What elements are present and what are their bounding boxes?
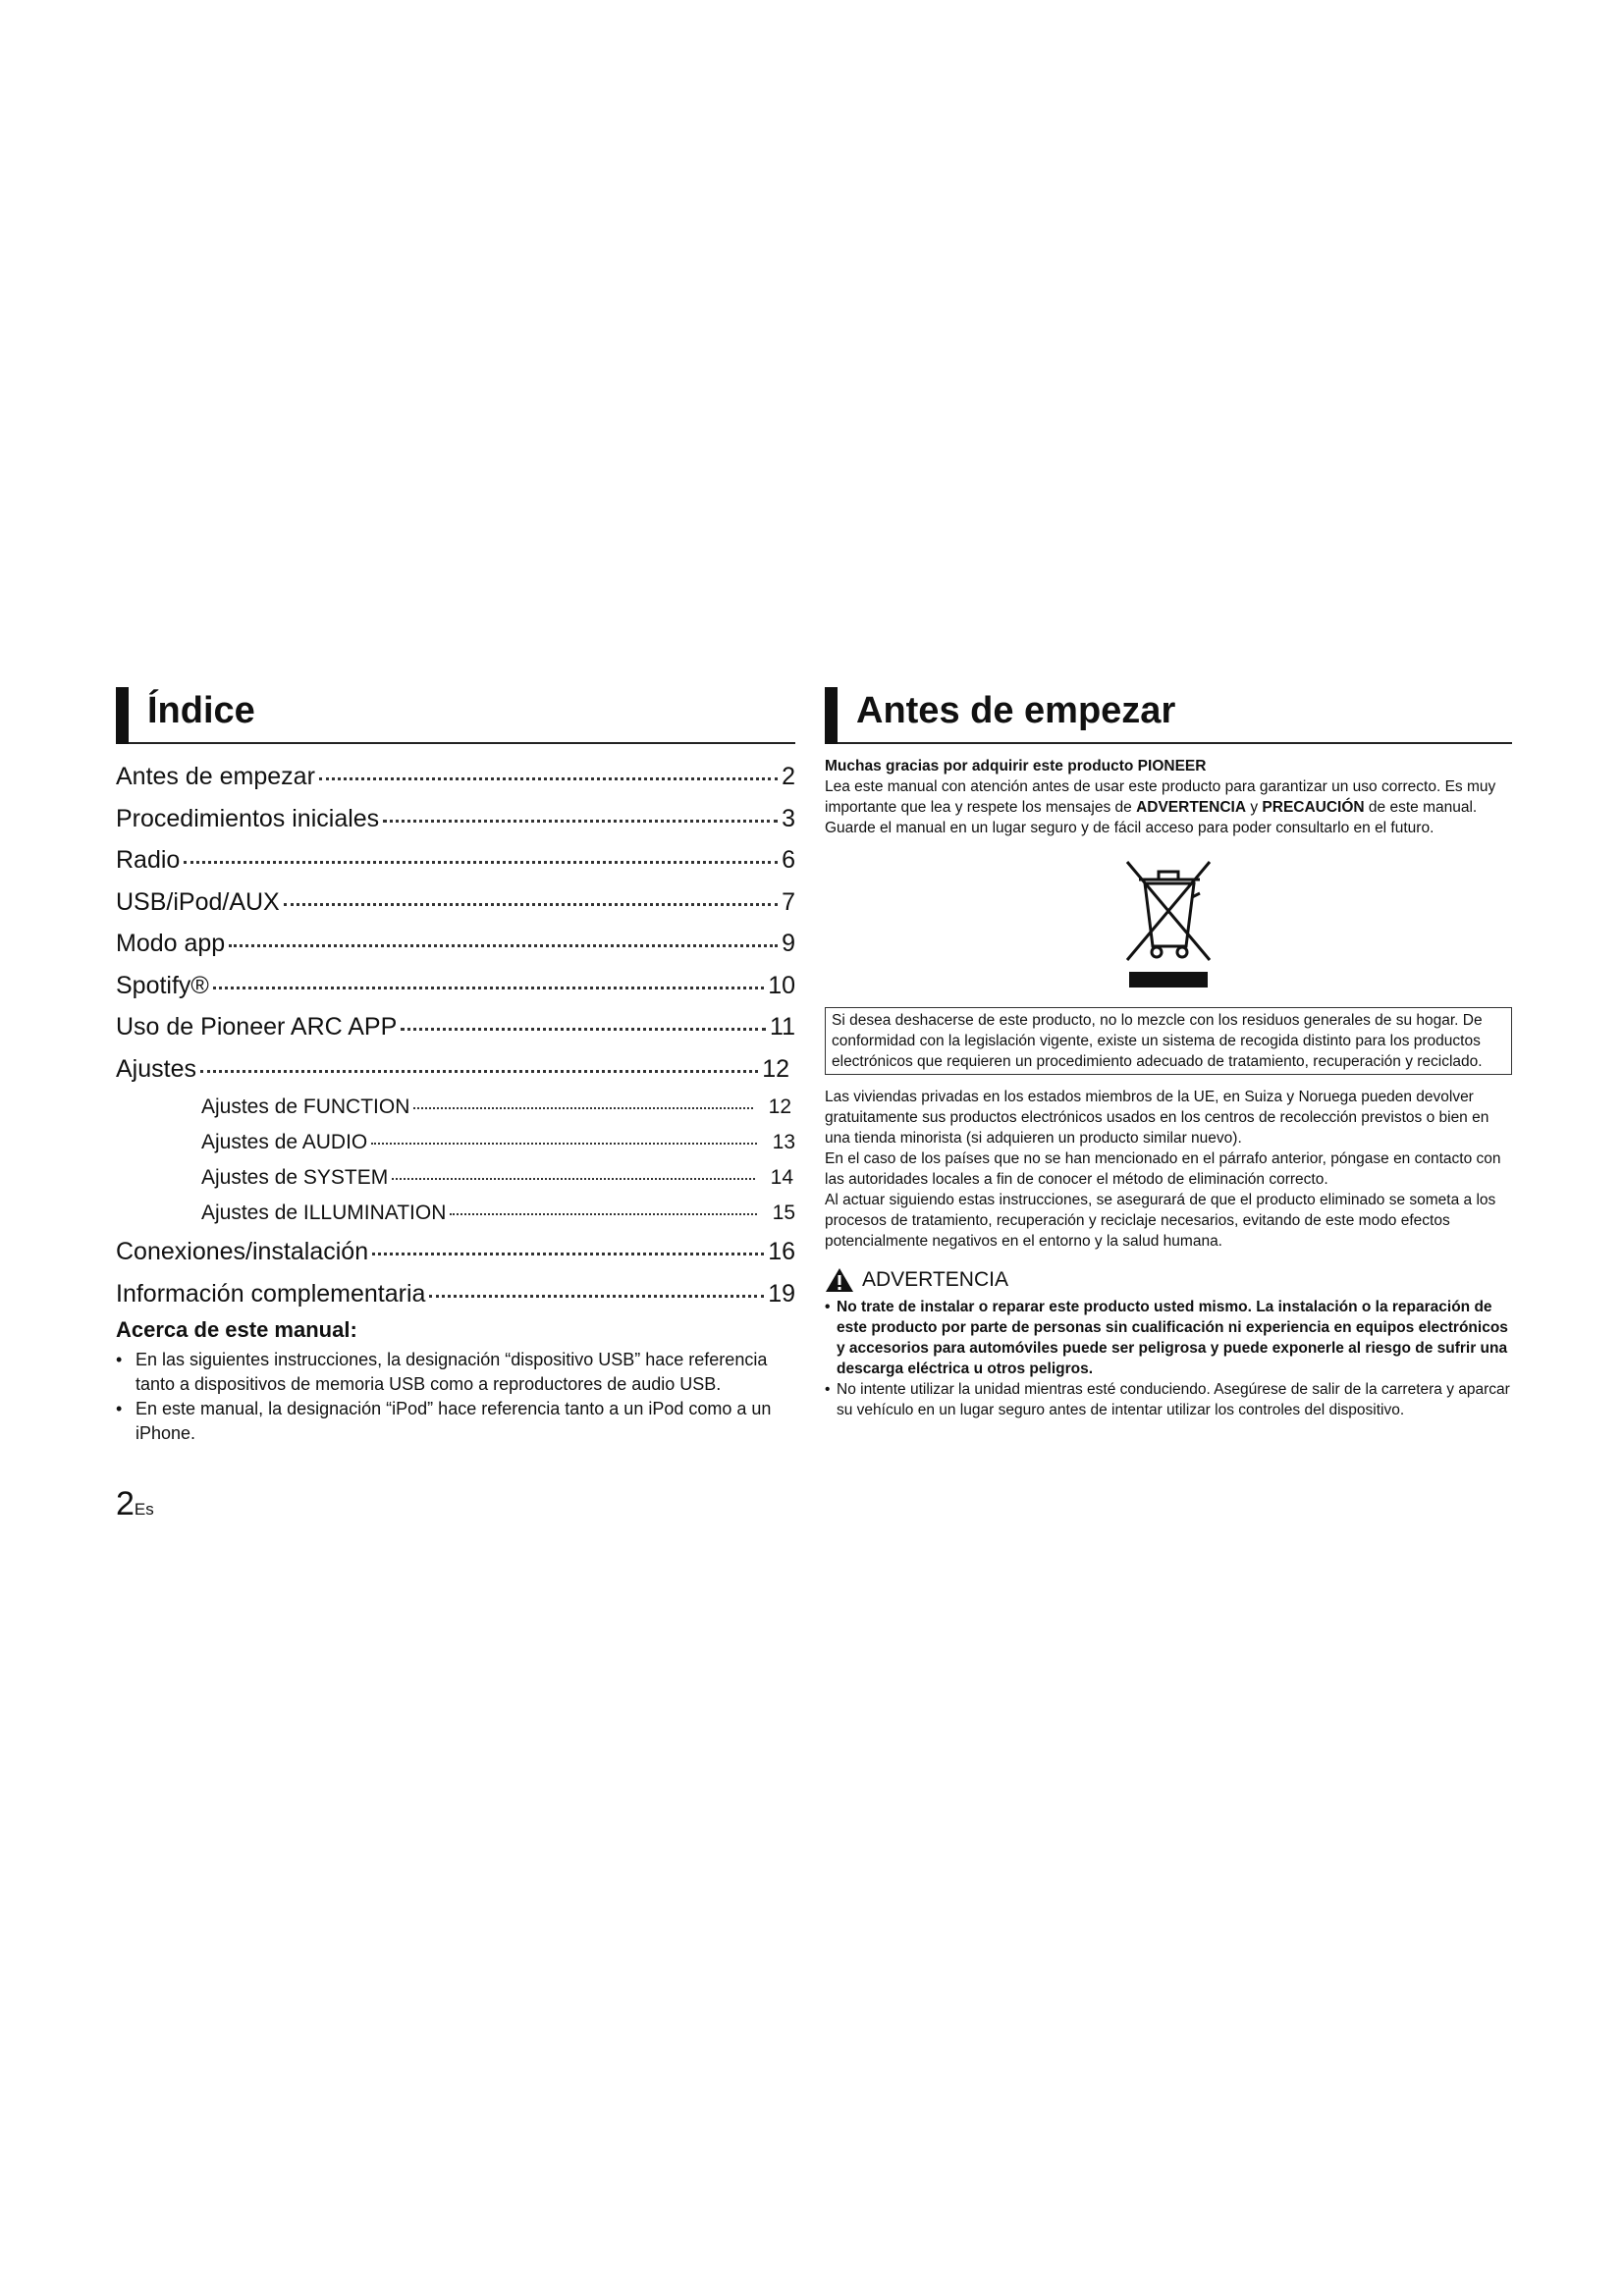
toc-page: 3 [782,804,795,832]
toc-label: Antes de empezar [116,763,315,790]
toc-entry-arc-app[interactable] [116,1006,795,1048]
toc-label: Ajustes de ILLUMINATION [201,1201,447,1224]
intro-paragraph [825,776,1512,838]
toc-page: 10 [768,971,795,999]
toc-leader [184,835,778,864]
toc-page: 9 [782,930,795,957]
intro-caution-word: PRECAUCIÓN [1262,799,1365,816]
page-number [116,1484,154,1529]
intro-text: Lea este manual con atención antes de usar este producto para garantizar un uso correcto. Es muy importante que lea y respete los mensajes de [825,778,1496,816]
disposal-notice-box: Si desea deshacerse de este producto, no lo mezcle con los residuos generales de su hogar. De conformidad con la legislación vigente, existe un sistema de recogida distinto para los productos electrónicos que requieren un procedimiento adecuado de tratamiento, recuperación y reciclado. [825,1007,1512,1075]
toc-leader [229,919,778,947]
eu-paragraph: En el caso de los países que no se han mencionado en el párrafo anterior, póngase en contacto con las autoridades locales a fin de conocer el método de eliminación correcto. [825,1150,1501,1188]
toc-label: Spotify® [116,971,209,999]
thanks-title: Muchas gracias por adquirir este producto PIONEER [825,758,1207,774]
toc-page: 16 [768,1238,795,1265]
eu-disposal-text [825,1087,1512,1252]
index-title: Índice [147,690,255,731]
crossed-out-wheeled-bin-icon [1121,850,1216,991]
toc-label: Ajustes de AUDIO [201,1131,368,1153]
toc-page: 14 [770,1166,793,1189]
index-heading [116,687,795,744]
warning-item: • No trate de instalar o reparar este producto usted mismo. La instalación o la reparación de este producto por parte de personas sin cualificación ni experiencia en equipos electrónicos y accesorios para automóviles puede ser peligrosa y puede exponerle al riesgo de sufrir una descarga eléctrica u otros peligros. [825,1297,1512,1379]
weee-symbol [825,850,1512,997]
eu-paragraph: Al actuar siguiendo estas instrucciones, se asegurará de que el producto eliminado se someta a los procesos de tratamiento, recuperación y reciclaje necesarios, evitando de este modo efectos potencialmente negativos en el entorno y la salud humana. [825,1192,1496,1250]
toc-leader [392,1158,754,1180]
toc-label: Información complementaria [116,1279,426,1308]
toc-leader [372,1227,764,1255]
warning-title: ADVERTENCIA [862,1268,1008,1291]
toc-leader [401,1002,766,1031]
toc-leader [319,752,778,780]
toc-leader [429,1269,764,1298]
toc-page: 15 [772,1201,795,1224]
toc-entry-ajustes[interactable] [116,1048,795,1091]
page-language: Es [134,1500,154,1519]
warning-triangle-icon [825,1267,854,1293]
warning-list [825,1297,1512,1420]
toc-label: Modo app [116,930,226,957]
before-title: Antes de empezar [856,690,1176,731]
toc-subentry-system[interactable] [116,1160,795,1196]
warning-heading [825,1265,1512,1295]
toc-leader [200,1044,758,1073]
warning-item: • No intente utilizar la unidad mientras esté conduciendo. Asegúrese de salir de la carretera y aparcar su vehículo en un lugar seguro antes de intentar utilizar los controles del dispositivo. [825,1379,1512,1420]
toc-leader [450,1194,756,1215]
manual-bullet: • En las siguientes instrucciones, la designación “dispositivo USB” hace referencia tanto a dispositivos de memoria USB como a reproductores de audio USB. [116,1348,795,1397]
toc-subentry-function[interactable] [116,1090,795,1125]
toc-page: 6 [782,846,795,874]
toc-entry-antes[interactable] [116,756,795,798]
toc-leader [284,878,778,906]
toc-subentry-audio[interactable] [116,1125,795,1160]
toc-leader [213,961,764,989]
before-column [825,687,1512,1420]
intro-text: y [1246,799,1263,816]
toc-leader [413,1088,752,1109]
toc-entry-conexiones[interactable] [116,1231,795,1273]
toc-label: Radio [116,846,181,874]
toc-label: Ajustes de FUNCTION [201,1095,410,1118]
toc-page: 12 [762,1054,789,1083]
toc-label: USB/iPod/AUX [116,887,280,916]
table-of-contents [116,756,795,1314]
toc-subentry-illumination[interactable] [116,1196,795,1231]
manual-bullets [116,1348,795,1446]
toc-page: 19 [768,1279,795,1308]
toc-label: Conexiones/instalación [116,1238,369,1265]
page-number-value: 2 [116,1485,135,1522]
intro-text: de este manual. Guarde el manual en un lugar seguro y de fácil acceso para poder consultarlo en el futuro. [825,799,1478,836]
toc-leader [371,1123,756,1145]
toc-entry-radio[interactable] [116,839,795,881]
eu-paragraph: Las viviendas privadas en los estados miembros de la UE, en Suiza y Noruega pueden devolver gratuitamente sus productos electrónicos usados en los centros de recolección previstos o bien en una tienda minorista (si adquieren un producto similar nuevo). [825,1089,1489,1147]
heading-bar [116,687,129,744]
index-column [116,687,795,1446]
toc-label: Uso de Pioneer ARC APP [116,1013,398,1041]
before-heading [825,687,1512,744]
toc-label: Ajustes [116,1054,196,1083]
toc-page: 2 [782,763,795,790]
manual-bullet: • En este manual, la designación “iPod” hace referencia tanto a un iPod como a un iPhone. [116,1397,795,1446]
toc-entry-spotify[interactable] [116,965,795,1007]
toc-page: 11 [770,1013,795,1041]
toc-entry-informacion[interactable] [116,1273,795,1315]
toc-page: 7 [782,887,795,916]
toc-label: Ajustes de SYSTEM [201,1166,389,1189]
manual-heading: Acerca de este manual: [116,1317,357,1342]
toc-entry-usb[interactable] [116,881,795,924]
toc-entry-modo-app[interactable] [116,923,795,965]
toc-page: 12 [768,1095,791,1118]
toc-leader [383,794,778,823]
toc-page: 13 [772,1131,795,1153]
toc-entry-procedimientos[interactable] [116,798,795,840]
intro-warning-word: ADVERTENCIA [1136,799,1247,816]
toc-label: Procedimientos iniciales [116,804,380,832]
heading-bar [825,687,838,744]
